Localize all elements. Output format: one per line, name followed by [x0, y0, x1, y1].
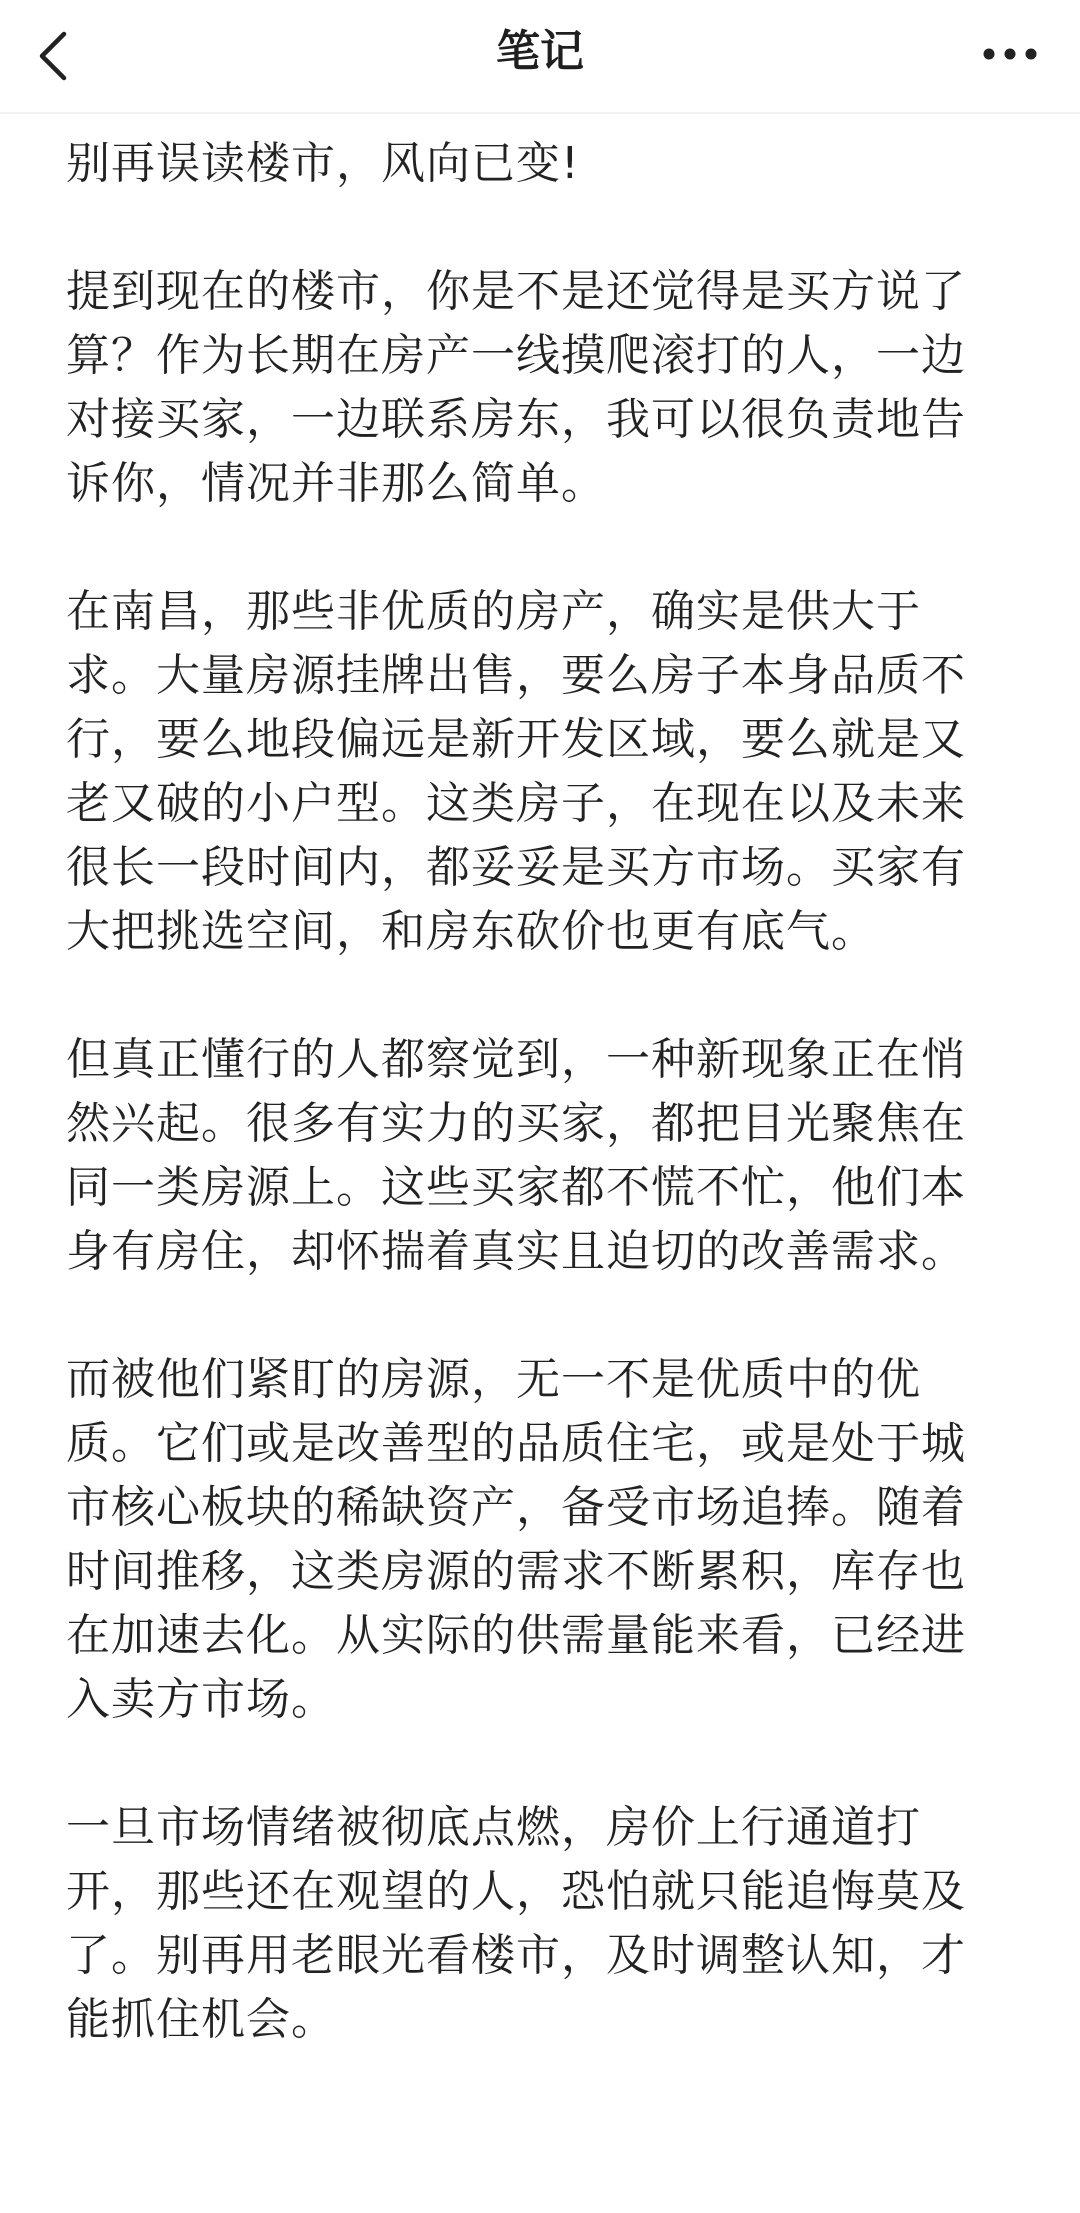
back-button[interactable] [18, 20, 90, 92]
note-paragraph [66, 1028, 996, 1284]
text-line: 老又破的小户型。这类房子，在现在以及未来 [66, 778, 966, 829]
note-paragraph [66, 260, 996, 516]
text-line: 身有房住，却怀揣着真实且迫切的改善需求。 [66, 1226, 966, 1277]
text-line: 开，那些还在观望的人，恐怕就只能追悔莫及 [66, 1866, 966, 1917]
note-content [66, 132, 996, 2116]
top-navigation-bar [0, 0, 1080, 114]
text-line: 在南昌，那些非优质的房产，确实是供大于 [66, 586, 921, 637]
text-line: 在加速去化。从实际的供需量能来看，已经进 [66, 1610, 966, 1661]
text-line: 时间推移，这类房源的需求不断累积，库存也 [66, 1546, 966, 1597]
text-line: 市核心板块的稀缺资产，备受市场追捧。随着 [66, 1482, 966, 1533]
text-line: 但真正懂行的人都察觉到，一种新现象正在悄 [66, 1034, 966, 1085]
text-line: 能抓住机会。 [66, 1994, 336, 2045]
text-line: 然兴起。很多有实力的买家，都把目光聚焦在 [66, 1098, 966, 1149]
more-horizontal-icon [982, 47, 1038, 61]
more-options-button[interactable] [960, 22, 1060, 86]
text-line: 提到现在的楼市，你是不是还觉得是买方说了 [66, 266, 966, 317]
text-line: 别再误读楼市，风向已变! [66, 138, 580, 189]
text-line: 入卖方市场。 [66, 1674, 336, 1725]
text-line: 了。别再用老眼光看楼市，及时调整认知，才 [66, 1930, 966, 1981]
note-paragraph [66, 580, 996, 964]
note-paragraph [66, 1348, 996, 1732]
text-line: 行，要么地段偏远是新开发区域，要么就是又 [66, 714, 966, 765]
text-line: 一旦市场情绪被彻底点燃，房价上行通道打 [66, 1802, 921, 1853]
text-line: 大把挑选空间，和房东砍价也更有底气。 [66, 906, 876, 957]
page-title: 笔记 [496, 26, 584, 77]
chevron-left-icon [34, 30, 74, 82]
note-heading [66, 132, 996, 196]
text-line: 而被他们紧盯的房源，无一不是优质中的优 [66, 1354, 921, 1405]
text-line: 求。大量房源挂牌出售，要么房子本身品质不 [66, 650, 966, 701]
note-paragraph [66, 1796, 996, 2052]
text-line: 很长一段时间内，都妥妥是买方市场。买家有 [66, 842, 966, 893]
text-line: 对接买家，一边联系房东，我可以很负责地告 [66, 394, 966, 445]
text-line: 算？作为长期在房产一线摸爬滚打的人，一边 [66, 330, 966, 381]
text-line: 同一类房源上。这些买家都不慌不忙，他们本 [66, 1162, 966, 1213]
text-line: 诉你，情况并非那么简单。 [66, 458, 606, 509]
text-line: 质。它们或是改善型的品质住宅，或是处于城 [66, 1418, 966, 1469]
